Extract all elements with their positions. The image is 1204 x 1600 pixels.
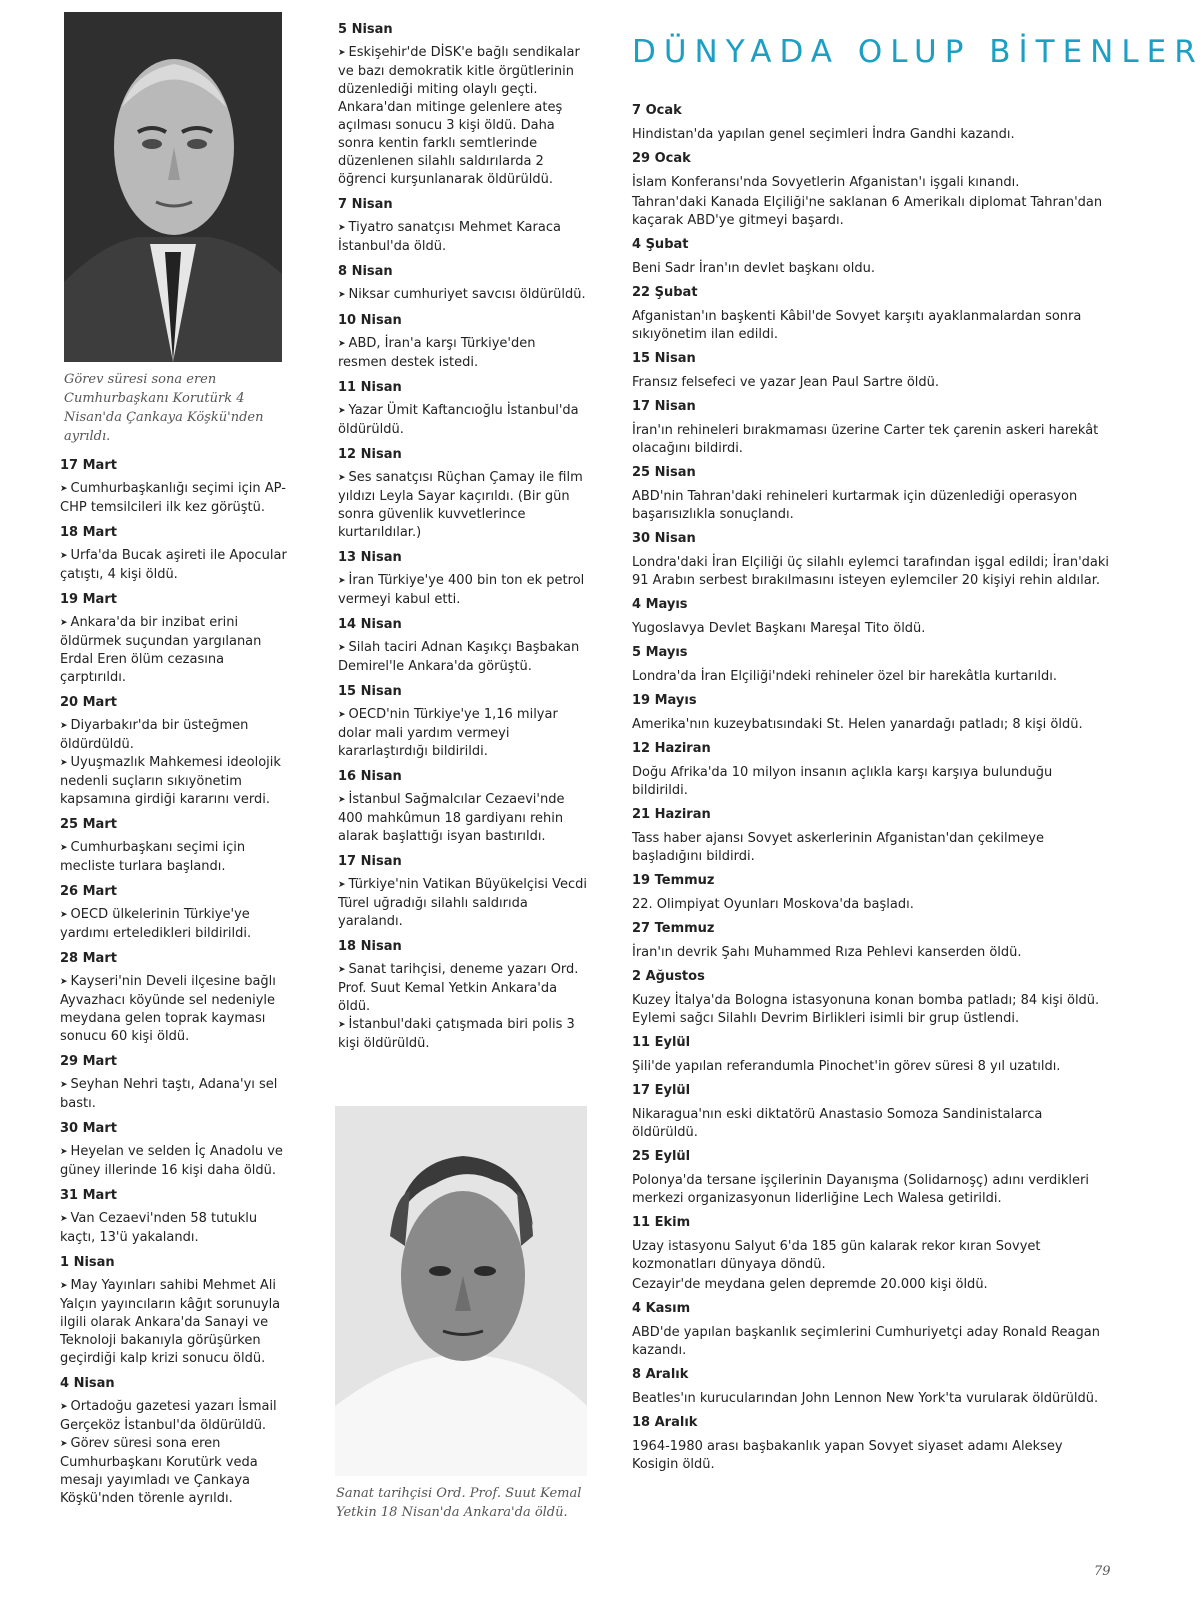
- entry-text: ➤ Görev süresi sona eren Cumhurbaşkanı Korutürk veda mesajı yayımladı ve Çankaya Köşkü'nden törenle ayrıldı.: [60, 1435, 294, 1508]
- entry-date: 11 Nisan: [338, 380, 402, 395]
- entry-text: ➤ Ankara'da bir inzibat erini öldürmek suçundan yargılanan Erdal Eren ölüm cezasına çarptırıldı.: [60, 614, 294, 687]
- entry-text: ➤ May Yayınları sahibi Mehmet Ali Yalçın yayıncıların kâğıt sorunuyla ilgili olarak Ankara'da Sanayi ve Teknoloji bakanıyla görüşürken geçirdiği kalp krizi sonucu öldü.: [60, 1277, 294, 1368]
- entry-text: ➤ Ortadoğu gazetesi yazarı İsmail Gerçeköz İstanbul'da öldürüldü.: [60, 1398, 294, 1435]
- entry-text: ➤ ABD, İran'a karşı Türkiye'den resmen destek istedi.: [338, 335, 588, 372]
- entry-date: 8 Aralık: [632, 1367, 689, 1382]
- entry-date: 17 Mart: [60, 458, 117, 473]
- entry-date: 25 Mart: [60, 817, 117, 832]
- entry-text: Beni Sadr İran'ın devlet başkanı oldu.: [632, 261, 876, 276]
- entry-date: 4 Mayıs: [632, 597, 688, 612]
- entry-text: İslam Konferansı'nda Sovyetlerin Afganistan'ı işgali kınandı.: [632, 175, 1020, 190]
- entry-date: 31 Mart: [60, 1188, 117, 1203]
- entry-date: 22 Şubat: [632, 285, 698, 300]
- entry-text: ➤ İstanbul Sağmalcılar Cezaevi'nde 400 mahkûmun 18 gardiyanı rehin alarak başlattığı isyan bastırıldı.: [338, 791, 588, 846]
- entry-date: 30 Mart: [60, 1121, 117, 1136]
- entry-text: Uzay istasyonu Salyut 6'da 185 gün kalarak rekor kıran Sovyet kozmonatları dünyaya döndü.: [632, 1239, 1041, 1272]
- entry-date: 18 Mart: [60, 525, 117, 540]
- entry-date: 10 Nisan: [338, 313, 402, 328]
- entry-date: 17 Eylül: [632, 1083, 691, 1098]
- entry-text: Yugoslavya Devlet Başkanı Mareşal Tito öldü.: [632, 621, 926, 636]
- entry-date: 18 Nisan: [338, 939, 402, 954]
- entry-text: Tass haber ajansı Sovyet askerlerinin Afganistan'dan çekilmeye başladığını bildirdi.: [632, 831, 1044, 864]
- entry-date: 4 Şubat: [632, 237, 689, 252]
- entry-date: 27 Temmuz: [632, 921, 715, 936]
- entry-text: ➤ Türkiye'nin Vatikan Büyükelçisi Vecdi Türel uğradığı silahlı saldırıda yaralandı.: [338, 876, 588, 931]
- entry-date: 17 Nisan: [338, 854, 402, 869]
- entry-text: ➤ Tiyatro sanatçısı Mehmet Karaca İstanbul'da öldü.: [338, 219, 588, 256]
- entry-text: Doğu Afrika'da 10 milyon insanın açlıkla karşı karşıya bulunduğu bildirildi.: [632, 765, 1053, 798]
- entry-date: 15 Nisan: [632, 351, 696, 366]
- entry-date: 21 Haziran: [632, 807, 711, 822]
- entry-text: 1964-1980 arası başbakanlık yapan Sovyet siyaset adamı Aleksey Kosigin öldü.: [632, 1439, 1063, 1472]
- entry-text: ➤ Niksar cumhuriyet savcısı öldürüldü.: [338, 286, 588, 305]
- entry-date: 13 Nisan: [338, 550, 402, 565]
- entry-text: ➤ Eskişehir'de DİSK'e bağlı sendikalar ve bazı demokratik kitle örgütlerinin düzenlediği miting olaylı geçti. Ankara'dan mitinge gelenlere ateş açılması sonucu 3 kişi öldü. Daha sonra kentin farklı semtlerinde düzenlenen silahlı saldırılarda 2 öğrenci kurşunlanarak öldürüldü.: [338, 44, 588, 189]
- entry-date: 2 Ağustos: [632, 969, 705, 984]
- entry-text: ➤ Cumhurbaşkanı seçimi için mecliste turlara başlandı.: [60, 839, 294, 876]
- entry-date: 19 Temmuz: [632, 873, 715, 888]
- world-events-title: DÜNYADA OLUP BİTENLER: [632, 34, 1204, 70]
- entry-date: 14 Nisan: [338, 617, 402, 632]
- entry-date: 5 Mayıs: [632, 645, 688, 660]
- entry-date: 25 Nisan: [632, 465, 696, 480]
- column2-timeline: [338, 14, 588, 1053]
- entry-date: 8 Nisan: [338, 264, 393, 279]
- entry-text: Kuzey İtalya'da Bologna istasyonuna konan bomba patladı; 84 kişi öldü. Eylemi sağcı Silahlı Devrim Birlikleri isimli bir grup üstlendi.: [632, 993, 1100, 1026]
- entry-date: 18 Aralık: [632, 1415, 698, 1430]
- entry-date: 26 Mart: [60, 884, 117, 899]
- entry-text: İran'ın rehineleri bırakmaması üzerine Carter tek çarenin askeri harekât olacağını bildirdi.: [632, 423, 1099, 456]
- photo2-caption: Sanat tarihçisi Ord. Prof. Suut Kemal Yetkin 18 Nisan'da Ankara'da öldü.: [336, 1486, 582, 1520]
- entry-date: 12 Nisan: [338, 447, 402, 462]
- entry-text: ➤ İstanbul'daki çatışmada biri polis 3 kişi öldürüldü.: [338, 1016, 588, 1053]
- entry-text: ➤ Kayseri'nin Develi ilçesine bağlı Ayvazhacı köyünde sel nedeniyle meydana gelen toprak kayması sonucu 60 kişi öldü.: [60, 973, 294, 1046]
- entry-date: 4 Kasım: [632, 1301, 691, 1316]
- entry-date: 29 Mart: [60, 1054, 117, 1069]
- entry-text: Afganistan'ın başkenti Kâbil'de Sovyet karşıtı ayaklanmalardan sonra sıkıyönetim ilan edildi.: [632, 309, 1082, 342]
- entry-text: Hindistan'da yapılan genel seçimleri İndra Gandhi kazandı.: [632, 127, 1015, 142]
- entry-date: 19 Mart: [60, 592, 117, 607]
- entry-text: Cezayir'de meydana gelen depremde 20.000 kişi öldü.: [632, 1277, 988, 1292]
- entry-text: ABD'nin Tahran'daki rehineleri kurtarmak için düzenlediği operasyon başarısızlıkla sonuçlandı.: [632, 489, 1078, 522]
- entry-text: ➤ OECD ülkelerinin Türkiye'ye yardımı erteledikleri bildirildi.: [60, 906, 294, 943]
- world-events-timeline: [632, 96, 1112, 1476]
- entry-date: 28 Mart: [60, 951, 117, 966]
- entry-date: 25 Eylül: [632, 1149, 691, 1164]
- photo1-caption: Görev süresi sona eren Cumhurbaşkanı Korutürk 4 Nisan'da Çankaya Köşkü'nden ayrıldı.: [64, 372, 264, 444]
- entry-date: 16 Nisan: [338, 769, 402, 784]
- entry-date: 20 Mart: [60, 695, 117, 710]
- entry-date: 19 Mayıs: [632, 693, 697, 708]
- entry-text: ➤ Uyuşmazlık Mahkemesi ideolojik nedenli suçların sıkıyönetim kapsamına girdiği kararını verdi.: [60, 754, 294, 809]
- entry-text: 22. Olimpiyat Oyunları Moskova'da başladı.: [632, 897, 914, 912]
- korutürk-portrait-photo: [64, 12, 282, 362]
- entry-text: ➤ İran Türkiye'ye 400 bin ton ek petrol vermeyi kabul etti.: [338, 572, 588, 609]
- entry-text: ➤ Urfa'da Bucak aşireti ile Apocular çatıştı, 4 kişi öldü.: [60, 547, 294, 584]
- entry-text: ABD'de yapılan başkanlık seçimlerini Cumhuriyetçi aday Ronald Reagan kazandı.: [632, 1325, 1100, 1358]
- entry-date: 4 Nisan: [60, 1376, 115, 1391]
- entry-text: ➤ Yazar Ümit Kaftancıoğlu İstanbul'da öldürüldü.: [338, 402, 588, 439]
- entry-text: Tahran'daki Kanada Elçiliği'ne saklanan 6 Amerikalı diplomat Tahran'dan kaçarak ABD'ye gitmeyi başardı.: [632, 195, 1103, 228]
- entry-text: ➤ Silah taciri Adnan Kaşıkçı Başbakan Demirel'le Ankara'da görüştü.: [338, 639, 588, 676]
- entry-date: 1 Nisan: [60, 1255, 115, 1270]
- entry-date: 17 Nisan: [632, 399, 696, 414]
- entry-date: 11 Ekim: [632, 1215, 691, 1230]
- entry-text: Londra'daki İran Elçiliği üç silahlı eylemci tarafından işgal edildi; İran'daki 91 Arabın serbest bırakılmasını isteyen eylemciler 20 kişiyi rehin aldılar.: [632, 555, 1109, 588]
- entry-text: ➤ Van Cezaevi'nden 58 tutuklu kaçtı, 13'ü yakalandı.: [60, 1210, 294, 1247]
- entry-text: ➤ Seyhan Nehri taştı, Adana'yı sel bastı.: [60, 1076, 294, 1113]
- entry-date: 15 Nisan: [338, 684, 402, 699]
- column1-timeline: [60, 450, 294, 1508]
- entry-text: Şili'de yapılan referandumla Pinochet'in görev süresi 8 yıl uzatıldı.: [632, 1059, 1061, 1074]
- entry-text: Nikaragua'nın eski diktatörü Anastasio Somoza Sandinistalarca öldürüldü.: [632, 1107, 1043, 1140]
- page-number: 79: [1094, 1564, 1111, 1579]
- entry-text: Beatles'ın kurucularından John Lennon New York'ta vurularak öldürüldü.: [632, 1391, 1099, 1406]
- entry-date: 7 Nisan: [338, 197, 393, 212]
- entry-date: 5 Nisan: [338, 22, 393, 37]
- entry-text: ➤ Diyarbakır'da bir üsteğmen öldürdüldü.: [60, 717, 294, 754]
- entry-text: Fransız felsefeci ve yazar Jean Paul Sartre öldü.: [632, 375, 940, 390]
- entry-date: 7 Ocak: [632, 103, 682, 118]
- entry-text: Londra'da İran Elçiliği'ndeki rehineler özel bir harekâtla kurtarıldı.: [632, 669, 1057, 684]
- entry-date: 30 Nisan: [632, 531, 696, 546]
- entry-date: 11 Eylül: [632, 1035, 691, 1050]
- entry-date: 12 Haziran: [632, 741, 711, 756]
- entry-text: ➤ Heyelan ve selden İç Anadolu ve güney illerinde 16 kişi daha öldü.: [60, 1143, 294, 1180]
- entry-text: ➤ OECD'nin Türkiye'ye 1,16 milyar dolar mali yardım vermeyi kararlaştırdığı bildirildi.: [338, 706, 588, 761]
- yetkin-portrait-photo: [335, 1106, 587, 1476]
- entry-text: İran'ın devrik Şahı Muhammed Rıza Pehlevi kanserden öldü.: [632, 945, 1022, 960]
- entry-text: ➤ Cumhurbaşkanlığı seçimi için AP-CHP temsilcileri ilk kez görüştü.: [60, 480, 294, 517]
- entry-text: Polonya'da tersane işçilerinin Dayanışma (Solidarnoşç) adını verdikleri merkezi organizasyonun liderliğine Lech Walesa getirildi.: [632, 1173, 1089, 1206]
- entry-date: 29 Ocak: [632, 151, 691, 166]
- entry-text: ➤ Sanat tarihçisi, deneme yazarı Ord. Prof. Suut Kemal Yetkin Ankara'da öldü.: [338, 961, 588, 1016]
- entry-text: ➤ Ses sanatçısı Rüçhan Çamay ile film yıldızı Leyla Sayar kaçırıldı. (Bir gün sonra güvenlik kuvvetlerince kurtarıldılar.): [338, 469, 588, 542]
- entry-text: Amerika'nın kuzeybatısındaki St. Helen yanardağı patladı; 8 kişi öldü.: [632, 717, 1083, 732]
